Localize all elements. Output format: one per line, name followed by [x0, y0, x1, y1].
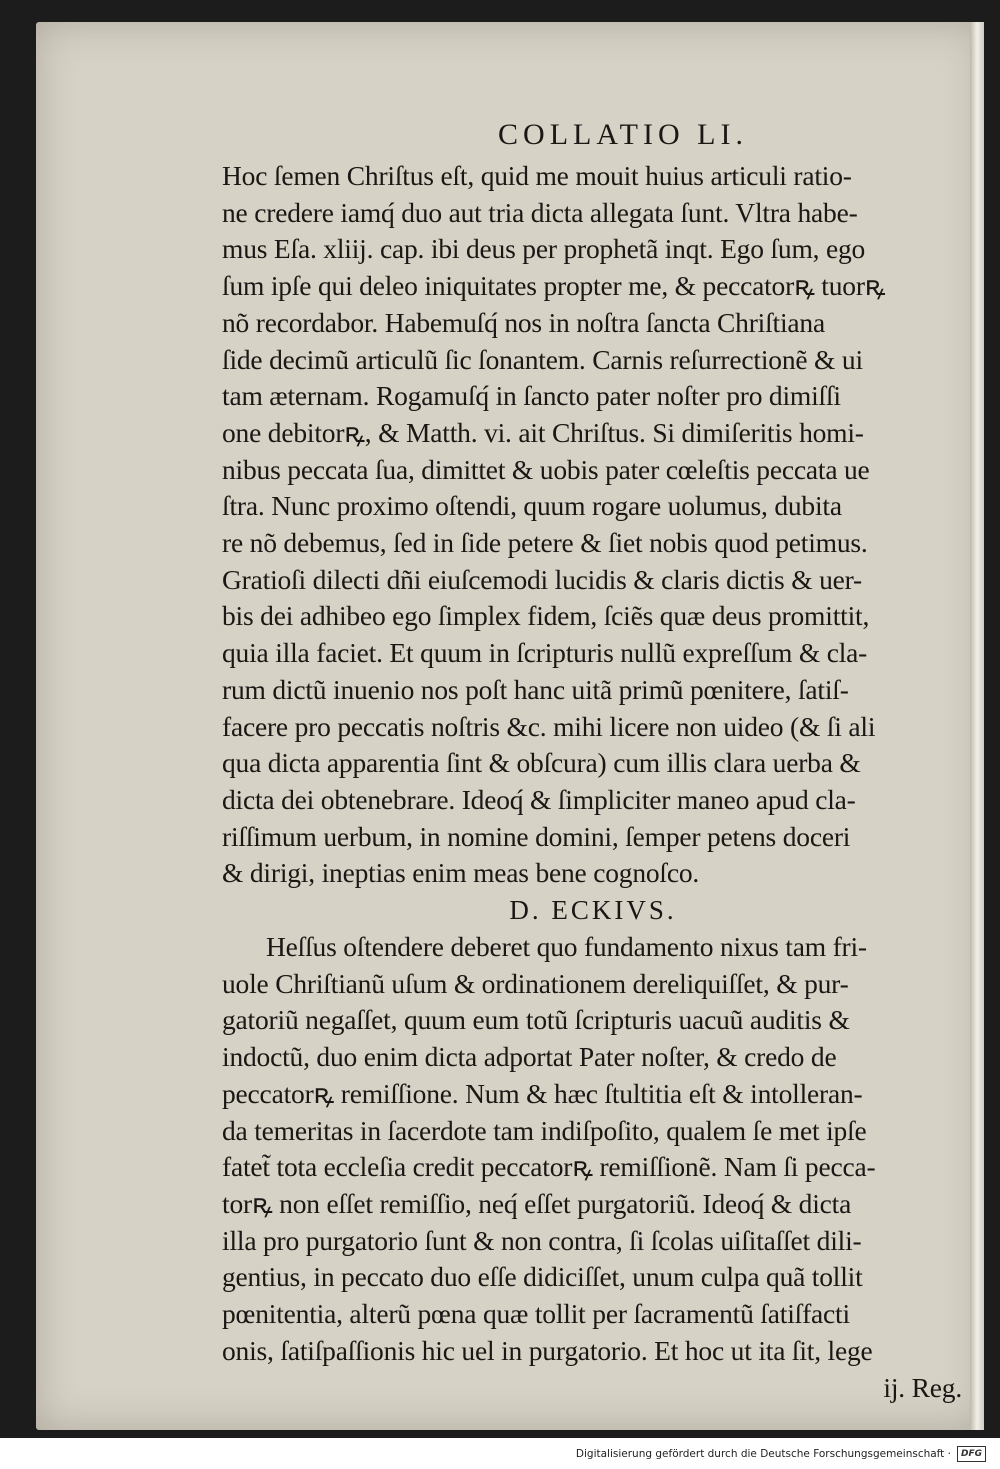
funding-notice: Digitalisierung gefördert durch die Deutsche Forschungsgemeinschaft · — [575, 1447, 951, 1460]
text-line: bis dei adhibeo ego ſimplex fidem, ſciẽs quæ deus promittit, — [222, 600, 870, 632]
text-line: da temeritas in ſacerdote tam indiſpoſito, qualem ſe met ipſe — [222, 1114, 867, 1146]
text-line: rum dictũ inuenio nos poſt hanc uitã primũ pœnitere, ſatiſ- — [222, 673, 849, 705]
page-gutter — [970, 22, 984, 1430]
text-line: qua dicta apparentia ſint & obſcura) cum illis clara uerba & — [222, 747, 861, 779]
text-line: torꝶ non eſſet remiſſio, neq́ eſſet purgatoriũ. Ideoq́ & dicta — [222, 1187, 852, 1219]
text-line: re nõ debemus, ſed in ſide petere & ſiet nobis quod petimus. — [222, 527, 868, 559]
running-head: COLLATIO LI. — [498, 118, 748, 151]
text-line: tam æternam. Rogamuſq́ in ſancto pater noſter pro dimiſſi — [222, 380, 841, 412]
text-line: quia illa faciet. Et quum in ſcripturis nullũ expreſſum & cla- — [222, 637, 868, 669]
text-line: ne credere iamq́ duo aut tria dicta allegata ſunt. Vltra habe- — [222, 196, 858, 228]
text-block — [222, 112, 964, 1406]
paragraph-1 — [222, 158, 964, 892]
text-line: Hoc ſemen Chriſtus eſt, quid me mouit huius articuli ratio- — [222, 160, 852, 191]
text-line: one debitorꝶ, & Matth. vi. ait Chriſtus. Si dimiſeritis homi- — [222, 416, 864, 448]
section-heading: D. ECKIVS. — [509, 895, 677, 926]
text-line: riſſimum uerbum, in nomine domini, ſemper petens doceri — [222, 820, 851, 852]
text-line: ſide decimũ articulũ ſic ſonantem. Carnis reſurrectionẽ & ui — [222, 343, 863, 375]
dfg-logo: DFG — [957, 1446, 986, 1462]
text-line: nibus peccata ſua, dimittet & uobis pater cœleſtis peccata ue — [222, 453, 870, 485]
text-line: peccatorꝶ remiſſione. Num & hæc ſtultitia eſt & intolleran- — [222, 1077, 863, 1109]
text-line: uole Chriſtianũ uſum & ordinationem dereliquiſſet, & pur- — [222, 967, 849, 999]
catchword: ij. Reg. — [883, 1371, 962, 1403]
text-line: indoctũ, duo enim dicta adportat Pater noſter, & credo de — [222, 1041, 837, 1073]
paragraph-2 — [222, 966, 964, 1370]
text-line: mus Eſa. xliij. cap. ibi deus per prophetã inqt. Ego ſum, ego — [222, 233, 866, 265]
text-line: & dirigi, ineptias enim meas bene cognoſco. — [222, 857, 700, 889]
text-line: nõ recordabor. Habemuſq́ nos in noſtra ſancta Chriſtiana — [222, 306, 825, 338]
text-line: ſum ipſe qui deleo iniquitates propter me, & peccatorꝶ tuorꝶ — [222, 270, 886, 302]
footer-bar — [0, 1438, 1000, 1469]
text-line: Gratioſi dilecti dñi eiuſcemodi lucidis & claris dictis & uer- — [222, 563, 863, 595]
text-line: facere pro peccatis noſtris &c. mihi licere non uideo (& ſi ali — [222, 710, 876, 742]
text-line: gatoriũ negaſſet, quum eum totũ ſcripturis uacuũ auditis & — [222, 1004, 850, 1036]
text-line: illa pro purgatorio ſunt & non contra, ſi ſcolas uiſitaſſet dili- — [222, 1224, 862, 1256]
text-line: dicta dei obtenebrare. Ideoq́ & ſimpliciter maneo apud cla- — [222, 783, 856, 815]
text-line: Heſſus oſtendere deberet quo fundamento nixus tam fri- — [266, 931, 867, 963]
text-line: ſtra. Nunc proximo oſtendi, quum rogare uolumus, dubita — [222, 490, 842, 522]
text-line: pœnitentia, alterũ pœna quæ tollit per ſacramentũ ſatiſfacti — [222, 1298, 850, 1330]
text-line: onis, ſatiſpaſſionis hic uel in purgatorio. Et hoc ut ita ſit, lege — [222, 1334, 873, 1366]
text-line: fatet̃ tota eccleſia credit peccatorꝶ remiſſionẽ. Nam ſi pecca- — [222, 1151, 876, 1183]
text-line: gentius, in peccato duo eſſe didiciſſet, unum culpa quã tollit — [222, 1261, 863, 1293]
